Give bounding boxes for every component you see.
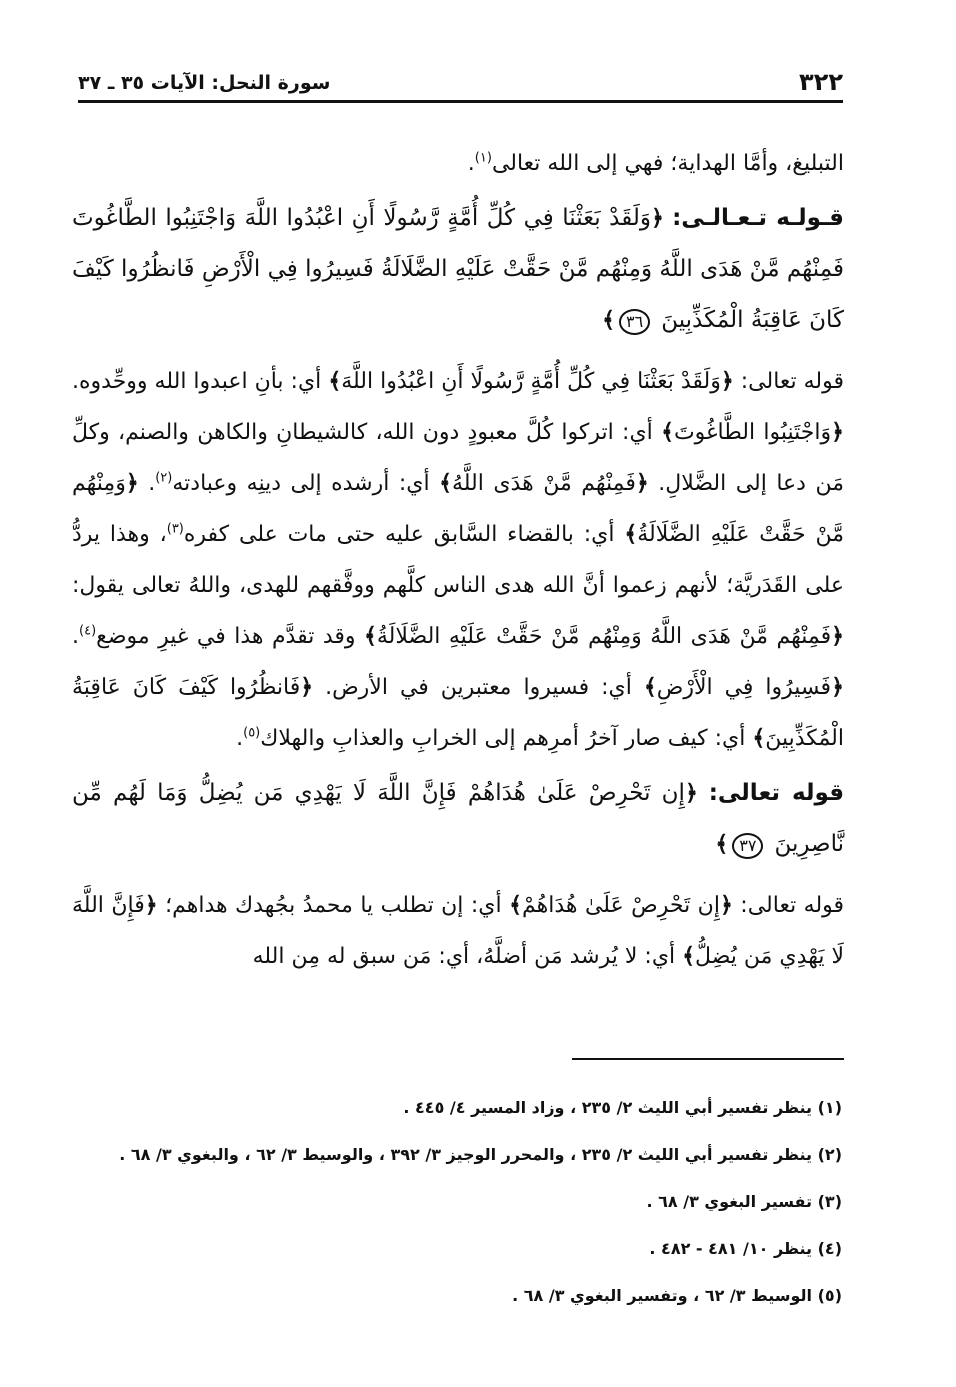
page-number: ٣٢٢ xyxy=(799,68,843,96)
bracket-close: ﴾ xyxy=(439,471,452,496)
tafsir-paragraph-2 xyxy=(72,880,844,982)
bracket-close: ﴾ xyxy=(682,944,696,969)
bracket-close: ﴾ xyxy=(752,726,766,751)
tafsir-paragraph-1 xyxy=(72,356,844,764)
footnote xyxy=(102,1182,842,1229)
tafsir-text: أي: لا يُرشد مَن أضلَّهُ، أي: مَن سبق له مِن الله xyxy=(252,944,676,969)
footnotes xyxy=(102,1088,842,1323)
verse-37-block xyxy=(72,768,844,870)
page-body xyxy=(72,138,844,982)
bracket-open: ﴿ xyxy=(144,893,158,918)
ornate-bracket-open: ﴿ xyxy=(650,206,664,231)
quoted-verse: فَانظُرُوا كَيْفَ كَانَ عَاقِبَةُ الْمُكَذِّبِينَ xyxy=(72,675,844,751)
footnote-ref: (١) xyxy=(474,150,492,166)
bracket-open: ﴿ xyxy=(300,675,314,700)
tafsir-text: أي: كيف صار آخرُ أمرِهم إلى الخرابِ والعذابِ والهلاك xyxy=(260,726,746,751)
tafsir-text: وقد تقدَّم هذا في غيرِ موضع xyxy=(96,624,356,649)
tafsir-text: أي: إن تطلب يا محمدُ بجُهدك هداهم؛ xyxy=(165,893,502,918)
intro-end: . xyxy=(467,151,475,176)
quoted-verse: فَمِنْهُم مَّنْ هَدَى اللَّهُ وَمِنْهُم مَّنْ حَقَّتْ عَلَيْهِ الضَّلَالَةُ xyxy=(376,624,832,649)
footnote-text: ينظر ١٠/ ٤٨١ - ٤٨٢ . xyxy=(649,1239,813,1258)
tafsir-text: أي: بالقضاء السَّابق عليه حتى مات على كفره xyxy=(183,522,615,547)
bracket-open: ﴿ xyxy=(719,893,733,918)
bracket-close: ﴾ xyxy=(661,420,674,445)
bracket-open: ﴿ xyxy=(831,420,844,445)
verse-text: وَلَقَدْ بَعَثْنَا فِي كُلِّ أُمَّةٍ رَّسُولًا أَنِ اعْبُدُوا اللَّهَ وَاجْتَنِبُوا الطَّاغُوتَ فَمِنْهُم مَّنْ هَدَى اللَّهُ وَمِنْهُم مَّنْ حَقَّتْ عَلَيْهِ الضَّلَالَةُ فَسِيرُوا فِي الْأَرْضِ فَانظُرُوا كَيْفَ كَانَ عَاقِبَةُ الْمُكَذِّبِينَ xyxy=(72,205,844,333)
tafsir-text: . xyxy=(148,471,156,496)
bracket-close: ﴾ xyxy=(363,624,377,649)
bracket-close: ﴾ xyxy=(509,893,522,918)
footnote-number: (١) xyxy=(817,1098,842,1117)
footnote xyxy=(102,1088,842,1135)
footnote-ref: (٢) xyxy=(155,470,173,486)
tafsir-text: ، وهذا يردُّ على القَدَريَّة؛ لأنهم زعموا أنَّ الله هدى الناس كلَّهم ووفَّقهم للهدى، واللهُ تعالى يقول: xyxy=(72,522,844,598)
bracket-close: ﴾ xyxy=(624,522,638,547)
footnote-number: (٤) xyxy=(817,1239,842,1258)
ornate-bracket-open: ﴿ xyxy=(684,781,698,806)
ayah-number-marker: ٣٦ xyxy=(619,309,650,335)
tafsir-text: أي: بأنِ اعبدوا الله ووحِّدوه. xyxy=(72,369,322,394)
footnote-text: ينظر تفسير أبي الليث ٢/ ٢٣٥ ، والمحرر الوجيز ٣/ ٣٩٢ ، والوسيط ٣/ ٦٢ ، والبغوي ٣/ ٦٨ . xyxy=(119,1145,813,1164)
footnote-text: الوسيط ٣/ ٦٢ ، وتفسير البغوي ٣/ ٦٨ . xyxy=(512,1286,813,1305)
quoted-verse: فَإِنَّ اللَّهَ لَا يَهْدِي مَن يُضِلُّ xyxy=(72,893,844,969)
surah-title: سورة النحل: الآيات ٣٥ ـ ٣٧ xyxy=(78,72,331,94)
tafsir-text: أي: فسيروا معتبرين في الأرض. xyxy=(325,675,632,700)
bracket-close: ﴾ xyxy=(328,369,342,394)
tafsir-text: . xyxy=(72,624,79,649)
footnote-number: (٥) xyxy=(817,1286,842,1305)
tafsir-text: أي: اتركوا كُلَّ معبودٍ دون الله، كالشيطانِ والكاهن والصنم، وكلِّ مَن دعا إلى الضَّلالِ. xyxy=(72,420,844,496)
footnote-number: (٣) xyxy=(817,1192,842,1211)
footnote xyxy=(102,1135,842,1182)
ornate-bracket-close: ﴾ xyxy=(602,308,616,333)
page-header xyxy=(78,60,843,103)
quoted-verse: وَاجْتَنِبُوا الطَّاغُوتَ xyxy=(673,420,832,445)
verse-lead: قـولـه تـعـالـى: xyxy=(672,205,844,231)
verse-36-block xyxy=(72,193,844,346)
footnote-ref: (٣) xyxy=(166,521,184,537)
bracket-open: ﴿ xyxy=(831,624,844,649)
tafsir-text: قوله تعالى: xyxy=(740,369,845,394)
footnote-text: تفسير البغوي ٣/ ٦٨ . xyxy=(646,1192,813,1211)
footnote-separator xyxy=(572,1058,844,1060)
verse-lead: قوله تعالى: xyxy=(708,780,845,806)
verse-text: إِن تَحْرِصْ عَلَىٰ هُدَاهُمْ فَإِنَّ اللَّهَ لَا يَهْدِي مَن يُضِلُّ وَمَا لَهُم مِّن نَّاصِرِينَ xyxy=(72,780,844,857)
quoted-verse: إِن تَحْرِصْ عَلَىٰ هُدَاهُمْ xyxy=(521,893,720,918)
tafsir-text: أي: أرشده إلى دينِه وعبادته xyxy=(172,471,430,496)
tafsir-text: . xyxy=(236,726,244,751)
footnote xyxy=(102,1276,842,1323)
ayah-number-marker: ٣٧ xyxy=(732,833,763,859)
footnote-ref: (٥) xyxy=(243,725,261,741)
footnote-ref: (٤) xyxy=(79,623,97,639)
footnote-number: (٢) xyxy=(817,1145,842,1164)
bracket-open: ﴿ xyxy=(125,471,139,496)
tafsir-text: قوله تعالى: xyxy=(740,893,845,918)
bracket-open: ﴿ xyxy=(720,369,734,394)
quoted-verse: فَمِنْهُم مَّنْ هَدَى اللَّهُ xyxy=(451,471,636,496)
footnote xyxy=(102,1229,842,1276)
quoted-verse: فَسِيرُوا فِي الْأَرْضِ xyxy=(656,675,832,700)
bracket-open: ﴿ xyxy=(635,471,649,496)
footnote-text: ينظر تفسير أبي الليث ٢/ ٢٣٥ ، وزاد المسير ٤/ ٤٤٥ . xyxy=(403,1098,813,1117)
intro-paragraph xyxy=(72,138,844,189)
quoted-verse: وَلَقَدْ بَعَثْنَا فِي كُلِّ أُمَّةٍ رَّسُولًا أَنِ اعْبُدُوا اللَّهَ xyxy=(341,369,721,394)
quoted-verse: وَمِنْهُم مَّنْ حَقَّتْ عَلَيْهِ الضَّلَالَةُ xyxy=(72,471,845,547)
bracket-open: ﴿ xyxy=(831,675,844,700)
ornate-bracket-close: ﴾ xyxy=(715,832,729,857)
bracket-close: ﴾ xyxy=(643,675,657,700)
intro-text: التبليغ، وأمَّا الهداية؛ فهي إلى الله تعالى xyxy=(491,151,844,176)
